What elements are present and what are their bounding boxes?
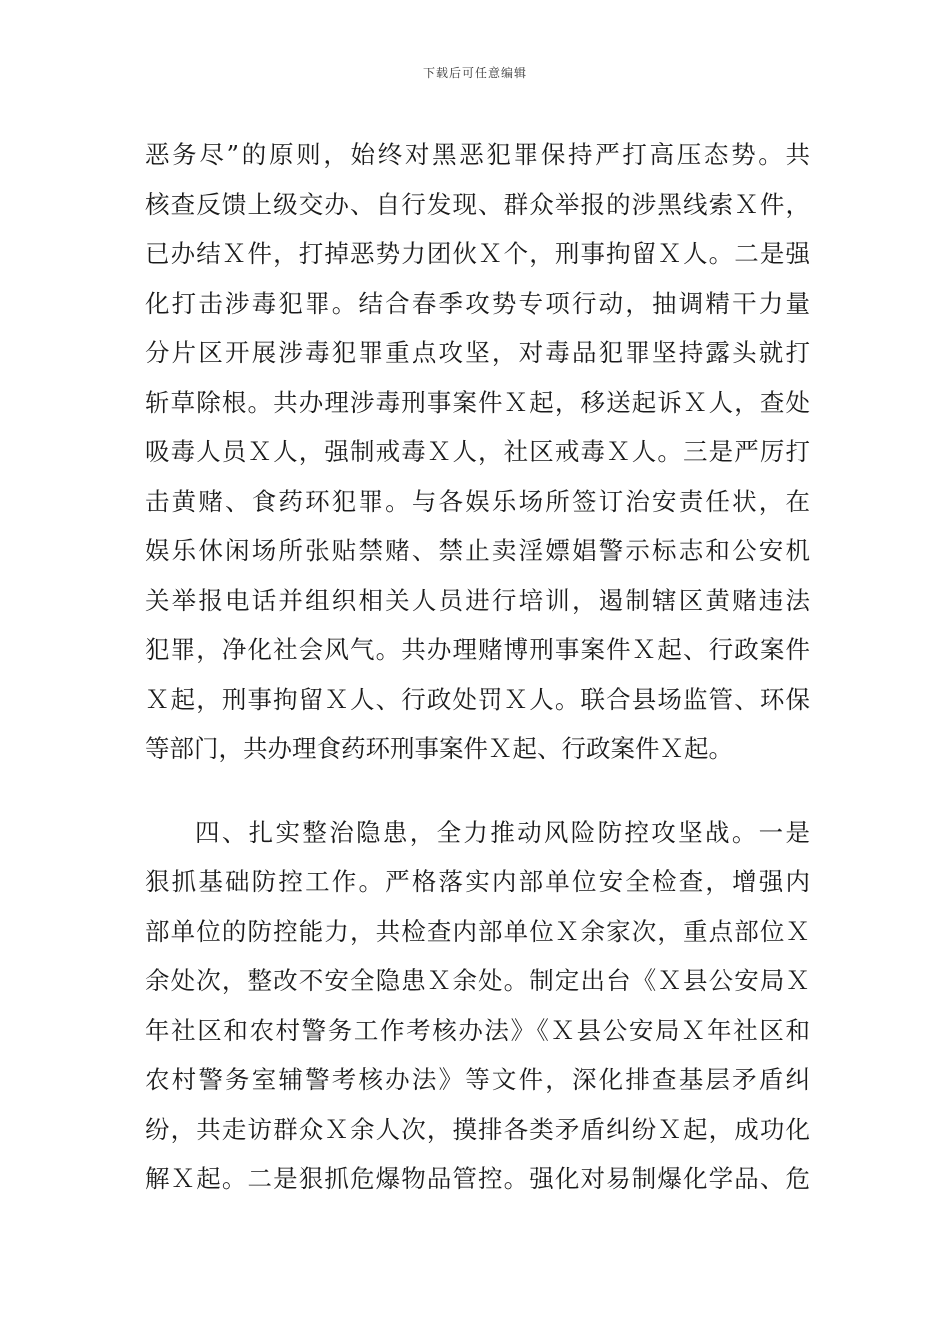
text-line: Ｘ起，刑事拘留Ｘ人、行政处罚Ｘ人。联合县场监管、环保 [145,684,810,714]
text-line: 狠抓基础防控工作。严格落实内部单位安全检查，增强内 [145,867,810,896]
text-line: 解Ｘ起。二是狠抓危爆物品管控。强化对易制爆化学品、危 [145,1164,810,1193]
text-line: 已办结Ｘ件，打掉恶势力团伙Ｘ个，刑事拘留Ｘ人。二是强 [145,239,810,268]
text-line: 斩草除根。共办理涉毒刑事案件Ｘ起，移送起诉Ｘ人，查处 [145,387,810,417]
text-line: 击黄赌、食药环犯罪。与各娱乐场所签订治安责任状，在 [145,486,810,516]
text-line: 化打击涉毒犯罪。结合春季攻势专项行动，抽调精干力量 [145,288,810,318]
text-line: 分片区开展涉毒犯罪重点攻坚，对毒品犯罪坚持露头就打 [145,338,810,367]
text-line: 四、扎实整治隐患，全力推动风险防控攻坚战。一是 [195,817,810,847]
paragraph-2 [145,808,810,1204]
text-line: 纷，共走访群众Ｘ余人次，摸排各类矛盾纠纷Ｘ起，成功化 [145,1114,810,1144]
text-line: 核查反馈上级交办、自行发现、群众举报的涉黑线索Ｘ件， [145,189,810,219]
document-body [145,130,810,1204]
text-line: 等部门，共办理食药环刑事案件Ｘ起、行政案件Ｘ起。 [145,734,733,763]
text-line: 吸毒人员Ｘ人，强制戒毒Ｘ人，社区戒毒Ｘ人。三是严厉打 [145,437,810,466]
text-line: 余处次，整改不安全隐患Ｘ余处。制定出台《Ｘ县公安局Ｘ [145,966,810,995]
text-line: 部单位的防控能力，共检查内部单位Ｘ余家次，重点部位Ｘ [145,916,810,946]
text-line: 年社区和农村警务工作考核办法》《Ｘ县公安局Ｘ年社区和 [145,1015,810,1045]
page-header: 下载后可任意编辑 [422,66,527,80]
text-line: 关举报电话并组织相关人员进行培训，遏制辖区黄赌违法 [145,585,810,615]
paragraph-1 [145,130,810,774]
text-line: 娱乐休闲场所张贴禁赌、禁止卖淫嫖娼警示标志和公安机 [145,536,810,565]
text-line: 犯罪，净化社会风气。共办理赌博刑事案件Ｘ起、行政案件 [145,635,810,664]
paragraph-gap [145,774,810,808]
text-line: 农村警务室辅警考核办法》等文件，深化排查基层矛盾纠 [145,1065,810,1094]
text-line: 恶务尽”的原则，始终对黑恶犯罪保持严打高压态势。共 [145,140,810,169]
